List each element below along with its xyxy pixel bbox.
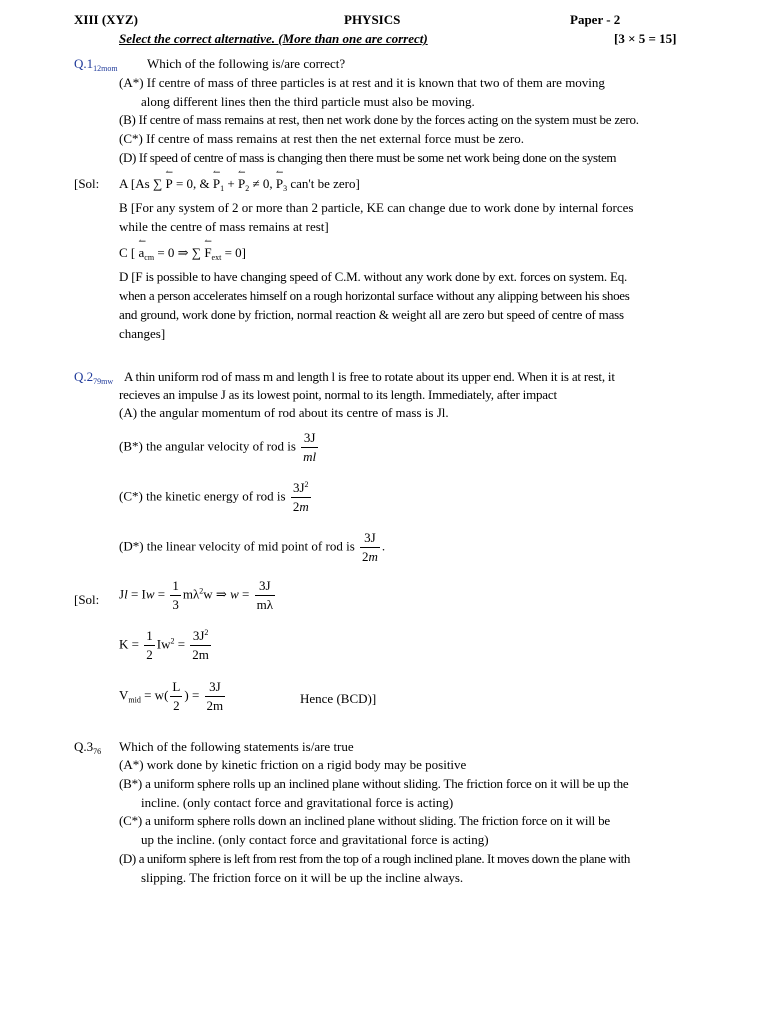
q1-sol-d-cont2: and ground, work done by friction, normal reaction & weight all are zero but speed of centre of mass bbox=[119, 307, 624, 322]
q2-stem-cont: recieves an impulse J as its lowest point, normal to its length. Immediately, after impact bbox=[119, 387, 557, 402]
q2-c-fraction: $\frac{3J^2}{2m}$ bbox=[292, 480, 309, 514]
q2-sol-label: [Sol: bbox=[74, 592, 100, 607]
q1-option-d: (D) If speed of centre of mass is changing then there must be some net work being done on the system bbox=[119, 150, 617, 165]
q2-option-d: (D*) the linear velocity of mid point of rod is $\frac{3J}{2m}$ . bbox=[119, 530, 386, 564]
q1-sol-d-cont3: changes] bbox=[119, 326, 166, 341]
q1-option-c: (C*) If centre of mass remains at rest then the net external force must be zero. bbox=[119, 131, 524, 146]
q3-option-a: (A*) work done by kinetic friction on a rigid body may be positive bbox=[119, 757, 467, 772]
instruction: Select the correct alternative. (More than one are correct) bbox=[119, 31, 428, 46]
q2-number: $Q.2_{79mw}$ bbox=[74, 369, 114, 386]
q3-option-b: (B*) a uniform sphere rolls up an inclined plane without sliding. The friction force on it will be up the bbox=[119, 776, 629, 791]
q3-option-c-cont: up the incline. (only contact force and gravitational force is acting) bbox=[141, 832, 489, 847]
q1-sol-d: D [F is possible to have changing speed of C.M. without any work done by ext. forces on system. Eq. bbox=[119, 269, 628, 284]
q3-option-d-cont: slipping. The friction force on it will be up the incline always. bbox=[141, 870, 464, 885]
q1-option-b: (B) If centre of mass remains at rest, then net work done by the forces acting on the system must be zero. bbox=[119, 112, 639, 127]
header-subject: PHYSICS bbox=[344, 12, 401, 27]
q1-sol-c: C [ ↼ $a_{cm} = 0$ ⇒ ∑ ↼ $F_{ext} = 0$] bbox=[119, 245, 246, 262]
q1-option-a-cont: along different lines then the third particle must also be moving. bbox=[141, 94, 475, 109]
q1-sol-a-eq1: ∑ ↼ P = 0, & ↼ $P_1$ + ↼ $P_2 \ne 0$, ↼ $P_3$ bbox=[153, 176, 287, 191]
q1-question: Which of the following is/are correct? bbox=[147, 56, 346, 71]
marks: [3 × 5 = 15] bbox=[614, 31, 677, 46]
q1-sol-label: [Sol: bbox=[74, 176, 100, 191]
q1-sol-d-cont1: when a person accelerates himself on a rough horizontal surface without any alipping between his shoes bbox=[119, 288, 630, 303]
q3-number: $Q.3_{76}$ bbox=[74, 739, 102, 756]
q2-option-c: (C*) the kinetic energy of rod is $\frac{3J^2}{2m}$ bbox=[119, 480, 309, 514]
q1-sol-a: A [As ∑ ↼ P = 0, & ↼ $P_1$ + ↼ $P_2 \ne 0$, ↼ $P_3$ can't be zero] bbox=[119, 176, 360, 193]
q2-b-fraction: $\frac{3J}{ml}$ bbox=[303, 430, 317, 464]
q2-sol-eq1: Jl = Iw = $\frac{1}{3}$ $m\lambda^2w$ ⇒ w = $\frac{3J}{m\lambda}$ bbox=[119, 578, 274, 612]
header-paper: Paper - 2 bbox=[570, 12, 621, 27]
q2-sol-eq3: $V_{mid} = w$( $\frac{L}{2}$ ) = $\frac{3J}{2m}$ bbox=[119, 679, 224, 713]
q3-option-d: (D) a uniform sphere is left from rest from the top of a rough inclined plane. It moves down the plane with bbox=[119, 851, 630, 866]
q1-option-a: (A*) If centre of mass of three particles is at rest and it is known that two of them are moving bbox=[119, 75, 605, 90]
q1-sol-b: B [For any system of 2 or more than 2 particle, KE can change due to work done by internal forces bbox=[119, 200, 634, 215]
q1-number: $Q.1_{12mom}$ bbox=[74, 56, 118, 73]
q2-stem: A thin uniform rod of mass m and length l is free to rotate about its upper end. When it is at rest, it bbox=[124, 369, 615, 384]
q3-option-c: (C*) a uniform sphere rolls down an inclined plane without sliding. The friction force on it will be bbox=[119, 813, 610, 828]
q2-d-fraction: $\frac{3J}{2m}$ bbox=[362, 530, 378, 564]
header-class: XIII (XYZ) bbox=[74, 12, 138, 27]
q2-sol-eq2: K = $\frac{1}{2}$ $Iw^2$ = $\frac{3J^2}{2m}$ bbox=[119, 628, 209, 662]
q2-option-a: (A) the angular momentum of rod about its centre of mass is Jl. bbox=[119, 405, 449, 420]
q1-sol-c-eq: ↼ $a_{cm} = 0$ ⇒ ∑ ↼ $F_{ext}$ bbox=[139, 245, 222, 260]
q2-answer: Hence (BCD)] bbox=[300, 691, 377, 706]
q3-question: Which of the following statements is/are true bbox=[119, 739, 354, 754]
q2-option-b: (B*) the angular velocity of rod is $\frac{3J}{ml}$ bbox=[119, 430, 317, 464]
q1-sol-b-cont: while the centre of mass remains at rest] bbox=[119, 219, 329, 234]
q3-option-b-cont: incline. (only contact force and gravitational force is acting) bbox=[141, 795, 454, 810]
